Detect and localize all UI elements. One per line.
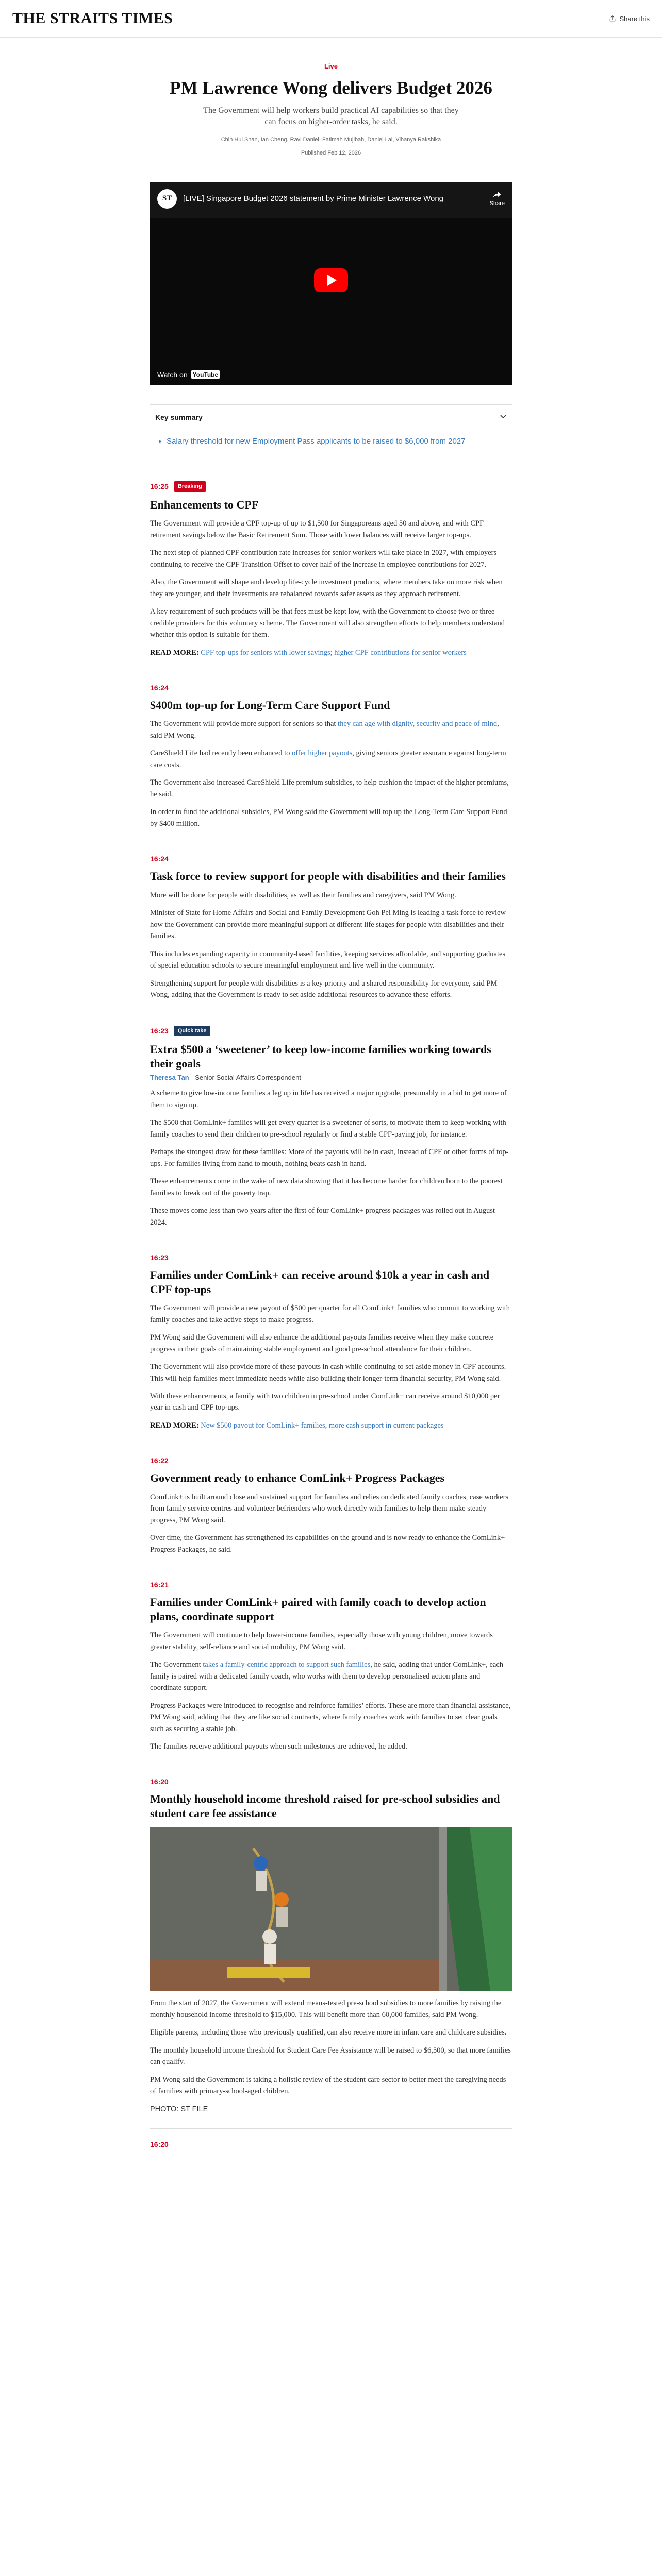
live-update — [150, 1014, 512, 1242]
site-logo[interactable]: THE STRAITS TIMES — [12, 10, 173, 27]
breaking-badge: Breaking — [174, 481, 206, 492]
read-more-link[interactable]: New $500 payout for ComLink+ families, more cash support in current packages — [201, 1421, 444, 1430]
update-paragraph: PM Wong said the Government is taking a holistic review of the student care sector to better meet the caregiving needs of families with primary-school-aged children. — [150, 2075, 506, 2096]
update-time: 16:24 — [150, 683, 169, 692]
live-update — [150, 470, 512, 672]
text-run: , giving seniors greater assurance against long-term care costs. — [150, 749, 506, 769]
page-title: PM Lawrence Wong delivers Budget 2026 — [170, 78, 492, 98]
update-paragraph: ComLink+ is built around close and sustained support for families and relies on dedicated family coaches, case workers from family service centres and volunteer befrienders who work directly with families to help them make steady progress, PM Wong said. — [150, 1493, 509, 1524]
update-paragraph: Perhaps the strongest draw for these families: More of the payouts will be in cash, instead of CPF or other forms of top-ups. For families living from hand to mouth, nothing beats cash in hand. — [150, 1148, 509, 1168]
article — [150, 38, 512, 2162]
quick-take-badge: Quick take — [174, 1026, 211, 1036]
update-paragraph: The $500 that ComLink+ families will get every quarter is a sweetener of sorts, to motivate them to keep working with family coaches to send their children to pre-school regularly or find a stable CPF-paying job, for instance. — [150, 1118, 506, 1139]
update-time: 16:22 — [150, 1456, 169, 1465]
read-more-link[interactable]: CPF top-ups for seniors with lower savings; higher CPF contributions for senior workers — [201, 648, 467, 657]
update-paragraph — [150, 718, 512, 741]
inline-link[interactable]: offer higher payouts — [291, 749, 353, 758]
update-photo — [150, 1827, 512, 1991]
byline: Chin Hui Shan, Ian Cheng, Ravi Daniel, Fatimah Mujibah, Daniel Lai, Vihanya Rakshika — [221, 136, 441, 143]
update-title: Families under ComLink+ paired with family coach to develop action plans, coordinate support — [150, 1596, 486, 1623]
update-time: 16:21 — [150, 1581, 169, 1589]
update-paragraph: The Government will also provide more of these payouts in cash while continuing to set aside money in CPF accounts. This will help families meet immediate needs while also building their longer-term financial security, PM Wong said. — [150, 1363, 506, 1383]
read-more — [150, 1420, 512, 1431]
update-paragraph: PM Wong said the Government will also enhance the additional payouts families receive when they make concrete progress in their goals of maintaining stable employment and good pre-school attendance for their children. — [150, 1333, 494, 1353]
watch-on-label: Watch on — [157, 370, 188, 379]
update-paragraph: With these enhancements, a family with two children in pre-school under ComLink+ can receive around $10,000 per year in cash and CPF top-ups. — [150, 1392, 500, 1412]
update-title: Extra $500 a ‘sweetener’ to keep low-income families working towards their goals — [150, 1043, 491, 1070]
summary-item[interactable] — [167, 436, 507, 447]
update-paragraph: The Government will provide a new payout of $500 per quarter for all ComLink+ families who commit to working with family coaches and take active steps to make progress. — [150, 1304, 510, 1324]
read-more — [150, 647, 512, 658]
update-title: Families under ComLink+ can receive around $10k a year in cash and CPF top-ups — [150, 1268, 490, 1296]
share-icon — [609, 15, 616, 22]
update-paragraph: The families receive additional payouts when such milestones are achieved, he added. — [150, 1742, 407, 1751]
author-role: Senior Social Affairs Correspondent — [195, 1074, 301, 1082]
update-paragraph — [150, 748, 512, 771]
update-paragraph: Over time, the Government has strengthened its capabilities on the ground and is now ready to enhance the ComLink+ Progress Packages, he said. — [150, 1534, 505, 1554]
update-time: 16:23 — [150, 1027, 169, 1036]
inline-link[interactable]: takes a family-centric approach to support such families — [203, 1660, 371, 1669]
update-title: Enhancements to CPF — [150, 498, 259, 511]
video-title[interactable]: [LIVE] Singapore Budget 2026 statement by Prime Minister Lawrence Wong — [183, 194, 443, 204]
update-title: Task force to review support for people with disabilities and their families — [150, 870, 506, 883]
update-paragraph: Also, the Government will shape and develop life-cycle investment products, where members take on more risk when they are younger, and their investments are rebalanced towards safer assets as they approach retirement. — [150, 578, 503, 598]
read-more-label: READ MORE: — [150, 648, 199, 657]
update-paragraph: The Government will provide a CPF top-up of up to $1,500 for Singaporeans aged 50 and above, and with CPF retirement savings below the Basic Retirement Sum. Those with lower balances will receive larger top-ups. — [150, 519, 484, 539]
text-run: The Government — [150, 1660, 203, 1669]
live-update — [150, 1445, 512, 1569]
live-update — [150, 672, 512, 843]
text-run: The Government will provide more support for seniors so that — [150, 720, 338, 728]
update-paragraph: The next step of planned CPF contribution rate increases for senior workers will take place in 2027, with employers continuing to receive the CPF Transition Offset to cover half of the increase in employee contributions for 2027. — [150, 549, 497, 569]
update-paragraph: Strengthening support for people with disabilities is a key priority and a shared responsibility for everyone, said PM Wong, adding that the Government is ready to set aside additional resources to advance these efforts. — [150, 979, 498, 999]
update-paragraph: The Government also increased CareShield Life premium subsidies, to help cushion the impact of the higher premiums, he said. — [150, 778, 509, 799]
video-share-label: Share — [489, 200, 505, 207]
update-paragraph: A scheme to give low-income families a leg up in life has received a major upgrade, presumably in a bid to get more of them to sign up. — [150, 1089, 507, 1109]
update-paragraph: From the start of 2027, the Government will extend means-tested pre-school subsidies to more families by raising the monthly household income threshold to $15,000. This will benefit more than 60,000 families, said PM Wong. — [150, 1999, 502, 2019]
playground-photo — [150, 1827, 512, 1991]
photo-credit: PHOTO: ST FILE — [150, 2105, 208, 2113]
update-time: 16:20 — [150, 2140, 169, 2149]
update-title: Monthly household income threshold raised for pre-school subsidies and student care fee assistance — [150, 1792, 500, 1820]
update-paragraph: Minister of State for Home Affairs and Social and Family Development Goh Pei Ming is leading a task force to review how the Government can provide more meaningful support at different life stages for people with disabilities and their families. — [150, 909, 506, 941]
standfirst: The Government will help workers build practical AI capabilities so that they can focus on higher-order tasks, he said. — [203, 106, 459, 127]
update-paragraph — [150, 1659, 512, 1693]
update-title: Government ready to enhance ComLink+ Progress Packages — [150, 1471, 445, 1485]
share-label: Share this — [619, 14, 650, 23]
update-paragraph: These moves come less than two years after the first of four ComLink+ progress packages was rolled out in August 2024. — [150, 1207, 495, 1227]
live-update — [150, 843, 512, 1014]
site-header — [0, 0, 662, 38]
live-update — [150, 1242, 512, 1445]
update-paragraph: More will be done for people with disabilities, as well as their families and caregivers, said PM Wong. — [150, 891, 456, 900]
update-paragraph: The monthly household income threshold for Student Care Fee Assistance will be raised to $6,500, so that more families can qualify. — [150, 2046, 511, 2066]
play-button[interactable] — [314, 268, 348, 292]
text-run: , he said, adding that under ComLink+, each family is paired with a dedicated family coach, who works with them to develop personalised action plans and coordinate support. — [150, 1660, 504, 1692]
key-summary — [150, 404, 512, 456]
summary-item-link[interactable]: Salary threshold for new Employment Pass applicants to be raised to $6,000 from 2027 — [167, 436, 466, 446]
update-time: 16:25 — [150, 482, 169, 490]
inline-link[interactable]: they can age with dignity, security and peace of mind — [338, 720, 498, 728]
key-summary-title: Key summary — [155, 413, 203, 421]
chevron-down-icon[interactable] — [500, 413, 507, 420]
forward-share-icon — [492, 191, 502, 199]
update-paragraph: Progress Packages were introduced to recognise and reinforce families’ efforts. These are more than financial assistance, PM Wong said, adding that they are like social contracts, where family coaches work with families to set clear goals such as securing a stable job. — [150, 1701, 511, 1733]
update-paragraph: In order to fund the additional subsidies, PM Wong said the Government will top up the Long-Term Care Support Fund by $400 million. — [150, 808, 507, 828]
author-line — [150, 1074, 512, 1081]
author-name[interactable]: Theresa Tan — [150, 1074, 189, 1082]
live-update — [150, 1766, 512, 2128]
text-run: , said PM Wong. — [150, 720, 499, 740]
watch-on-youtube[interactable] — [157, 370, 220, 379]
update-paragraph: A key requirement of such products will be that fees must be kept low, with the Government to choose two or three credible providers for this voluntary scheme. The Government will also strengthen efforts to help members understand whether this option is suitable for them. — [150, 607, 505, 639]
text-run: CareShield Life had recently been enhanced to — [150, 749, 292, 758]
update-paragraph: These enhancements come in the wake of new data showing that it has become harder for children born to the poorest families to break out of the poverty trap. — [150, 1177, 503, 1197]
update-paragraph: This includes expanding capacity in community-based facilities, keeping services affordable, and supporting graduates of special education schools to secure meaningful employment and live well in the community. — [150, 950, 506, 970]
update-time: 16:24 — [150, 855, 169, 863]
share-button[interactable] — [609, 15, 650, 23]
update-time: 16:20 — [150, 1777, 169, 1786]
video-player[interactable] — [150, 182, 512, 385]
update-paragraph: Eligible parents, including those who previously qualified, can also receive more in infant care and childcare subsidies. — [150, 2028, 507, 2037]
live-update — [150, 1569, 512, 1766]
update-title: $400m top-up for Long-Term Care Support Fund — [150, 698, 390, 711]
update-time: 16:23 — [150, 1253, 169, 1262]
channel-avatar[interactable]: ST — [157, 189, 177, 209]
live-update — [150, 2128, 512, 2162]
published-date: Published Feb 12, 2026 — [301, 149, 361, 156]
video-share-button[interactable] — [490, 191, 505, 207]
live-tag: Live — [324, 62, 338, 70]
update-paragraph: The Government will continue to help lower-income families, especially those with young children, move towards greater stability, self-reliance and social mobility, PM Wong said. — [150, 1631, 493, 1651]
article-hero — [150, 38, 512, 156]
read-more-label: READ MORE: — [150, 1421, 199, 1430]
youtube-logo: YouTube — [191, 370, 221, 379]
